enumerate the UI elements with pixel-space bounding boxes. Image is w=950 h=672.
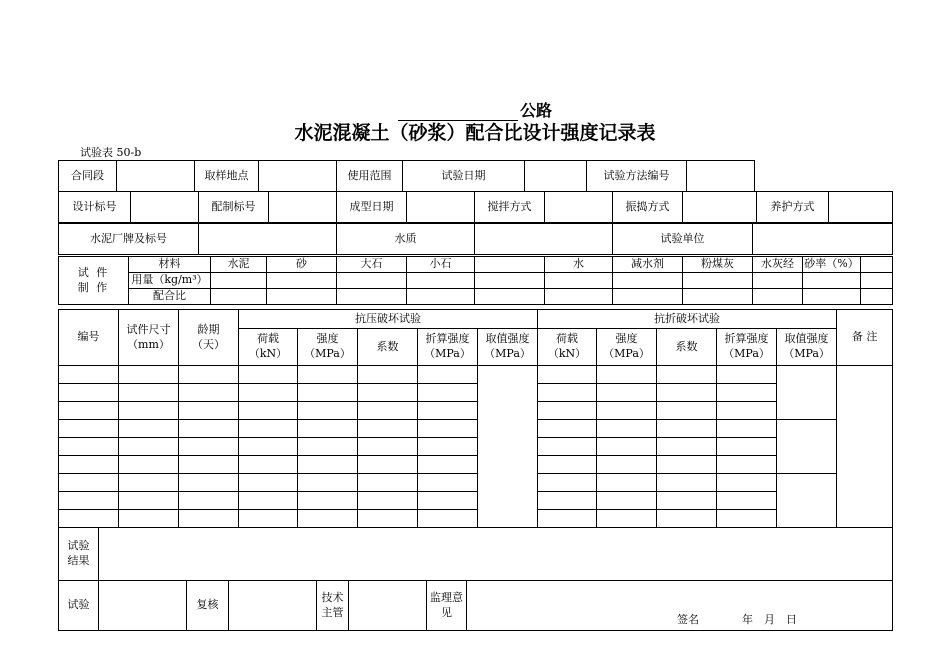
table-cell[interactable] [179, 474, 239, 492]
mix-grade-field[interactable] [269, 192, 337, 223]
table-cell[interactable] [239, 420, 298, 438]
table-cell[interactable] [119, 420, 179, 438]
table-cell[interactable] [538, 492, 597, 510]
table-cell[interactable] [657, 366, 717, 384]
flex-taken-cell[interactable] [777, 474, 837, 528]
table-cell[interactable] [418, 420, 478, 438]
table-cell[interactable] [239, 402, 298, 420]
amount-cell[interactable] [407, 273, 475, 289]
amount-cell[interactable] [753, 273, 803, 289]
table-cell[interactable] [717, 492, 777, 510]
material-large-stone: 大石 [337, 257, 407, 273]
table-cell[interactable] [597, 366, 657, 384]
material-small-stone: 小石 [407, 257, 475, 273]
table-cell[interactable] [418, 402, 478, 420]
table-cell[interactable] [597, 456, 657, 474]
amount-cell[interactable] [337, 273, 407, 289]
compress-taken-cell[interactable] [478, 366, 538, 528]
table-cell[interactable] [418, 510, 478, 528]
supervision-opinion-field[interactable] [467, 581, 893, 631]
table-cell[interactable] [298, 438, 358, 456]
table-cell[interactable] [597, 492, 657, 510]
specimen-making-label: 试 件 制 作 [59, 257, 129, 305]
amount-cell[interactable] [545, 273, 613, 289]
ratio-cell[interactable] [475, 289, 545, 305]
table-cell[interactable] [358, 366, 418, 384]
table-cell[interactable] [358, 420, 418, 438]
table-cell[interactable] [597, 384, 657, 402]
material-blank [475, 257, 545, 273]
materials-label: 材料 [129, 257, 211, 273]
table-cell[interactable] [298, 366, 358, 384]
compress-group: 抗压破坏试验 [239, 310, 538, 329]
table-cell[interactable] [239, 474, 298, 492]
compress-taken: 取值强度 （MPa） [478, 329, 538, 366]
material-reducer: 减水剂 [613, 257, 683, 273]
ratio-cell[interactable] [753, 289, 803, 305]
ratio-cell[interactable] [267, 289, 337, 305]
table-cell[interactable] [298, 420, 358, 438]
table-cell[interactable] [298, 474, 358, 492]
table-cell[interactable] [119, 366, 179, 384]
method-no-label: 试验方法编号 [587, 161, 687, 192]
amount-cell[interactable] [803, 273, 861, 289]
table-cell[interactable] [657, 402, 717, 420]
table-cell[interactable] [538, 438, 597, 456]
table-cell[interactable] [119, 492, 179, 510]
vibration-method-field[interactable] [683, 192, 757, 223]
page-title: 水泥混凝土（砂浆）配合比设计强度记录表 [294, 122, 656, 144]
header-table-2 [58, 191, 893, 223]
amount-cell[interactable] [267, 273, 337, 289]
table-cell[interactable] [358, 384, 418, 402]
ratio-cell[interactable] [337, 289, 407, 305]
table-cell[interactable] [418, 366, 478, 384]
flex-taken: 取值强度 （MPa） [777, 329, 837, 366]
table-cell[interactable] [717, 366, 777, 384]
vibration-method-label: 振捣方式 [613, 192, 683, 223]
water-quality-label: 水质 [337, 224, 475, 255]
table-cell[interactable] [597, 402, 657, 420]
ratio-cell[interactable] [683, 289, 753, 305]
table-cell[interactable] [179, 510, 239, 528]
table-cell[interactable] [239, 510, 298, 528]
ratio-cell[interactable] [211, 289, 267, 305]
table-cell[interactable] [358, 492, 418, 510]
table-cell[interactable] [358, 510, 418, 528]
table-cell[interactable] [657, 384, 717, 402]
table-cell[interactable] [59, 492, 119, 510]
table-cell[interactable] [657, 420, 717, 438]
table-cell[interactable] [538, 402, 597, 420]
table-cell[interactable] [717, 456, 777, 474]
contract-field[interactable] [117, 161, 195, 192]
table-cell[interactable] [298, 456, 358, 474]
flex-conv: 折算强度 （MPa） [717, 329, 777, 366]
material-sand-ratio: 砂率（%） [803, 257, 861, 273]
remark-cell[interactable] [837, 366, 893, 528]
table-cell[interactable] [59, 438, 119, 456]
table-cell[interactable] [179, 456, 239, 474]
table-cell[interactable] [538, 366, 597, 384]
water-quality-field[interactable] [475, 224, 613, 255]
table-cell[interactable] [717, 510, 777, 528]
table-cell[interactable] [239, 366, 298, 384]
material-extra [861, 257, 893, 273]
amount-cell[interactable] [861, 273, 893, 289]
compress-coef: 系数 [358, 329, 418, 366]
material-water: 水 [545, 257, 613, 273]
flex-strength: 强度 （MPa） [597, 329, 657, 366]
table-cell[interactable] [538, 474, 597, 492]
flex-taken-cell[interactable] [777, 420, 837, 474]
mix-grade-label: 配制标号 [199, 192, 269, 223]
amount-cell[interactable] [475, 273, 545, 289]
date-label: 年 月 日 [742, 613, 797, 627]
result-field[interactable] [99, 528, 893, 581]
flex-coef: 系数 [657, 329, 717, 366]
material-wc-ratio: 水灰经 [753, 257, 803, 273]
table-cell[interactable] [298, 402, 358, 420]
table-cell[interactable] [717, 384, 777, 402]
test-unit-field[interactable] [753, 224, 893, 255]
table-cell[interactable] [717, 438, 777, 456]
table-cell[interactable] [59, 456, 119, 474]
cement-brand-label: 水泥厂牌及标号 [59, 224, 199, 255]
table-cell[interactable] [597, 510, 657, 528]
table-cell[interactable] [179, 384, 239, 402]
table-cell[interactable] [298, 510, 358, 528]
table-cell[interactable] [119, 456, 179, 474]
contract-label: 合同段 [59, 161, 117, 192]
tester-label: 试验 [59, 581, 99, 631]
table-cell[interactable] [538, 420, 597, 438]
forming-date-field[interactable] [407, 192, 475, 223]
table-cell[interactable] [59, 402, 119, 420]
mixing-method-field[interactable] [545, 192, 613, 223]
flex-taken-cell[interactable] [777, 366, 837, 420]
signature-table [58, 580, 893, 631]
table-cell[interactable] [418, 438, 478, 456]
table-cell[interactable] [59, 420, 119, 438]
cement-brand-field[interactable] [199, 224, 337, 255]
table-cell[interactable] [597, 438, 657, 456]
table-cell[interactable] [179, 420, 239, 438]
table-cell[interactable] [179, 492, 239, 510]
table-cell[interactable] [239, 438, 298, 456]
table-cell[interactable] [657, 438, 717, 456]
supervision-opinion-label: 监理意 见 [427, 581, 467, 631]
curing-method-label: 养护方式 [757, 192, 829, 223]
table-cell[interactable] [358, 474, 418, 492]
table-cell[interactable] [59, 384, 119, 402]
material-flyash: 粉煤灰 [683, 257, 753, 273]
checker-field[interactable] [229, 581, 317, 631]
curing-method-field[interactable] [829, 192, 893, 223]
ratio-cell[interactable] [861, 289, 893, 305]
test-date-field[interactable] [525, 161, 587, 192]
table-cell[interactable] [59, 366, 119, 384]
table-cell[interactable] [298, 492, 358, 510]
ratio-cell[interactable] [545, 289, 613, 305]
amount-cell[interactable] [211, 273, 267, 289]
amount-cell[interactable] [683, 273, 753, 289]
flex-load: 荷载 （kN） [538, 329, 597, 366]
design-grade-field[interactable] [131, 192, 199, 223]
amount-cell[interactable] [613, 273, 683, 289]
compress-strength: 强度 （MPa） [298, 329, 358, 366]
test-unit-label: 试验单位 [613, 224, 753, 255]
table-cell[interactable] [358, 438, 418, 456]
table-cell[interactable] [298, 384, 358, 402]
tech-supervisor-field[interactable] [349, 581, 427, 631]
mix-table [58, 256, 893, 305]
table-cell[interactable] [358, 456, 418, 474]
material-cement: 水泥 [211, 257, 267, 273]
table-cell[interactable] [119, 474, 179, 492]
flex-group: 抗折破坏试验 [538, 310, 837, 329]
ratio-label: 配合比 [129, 289, 211, 305]
test-table [58, 309, 893, 528]
forming-date-label: 成型日期 [337, 192, 407, 223]
table-cell[interactable] [657, 474, 717, 492]
form-number: 试验表 50-b [80, 146, 142, 159]
tech-supervisor-label: 技术 主管 [317, 581, 349, 631]
col-age: 龄期 （天） [179, 310, 239, 366]
compress-load: 荷载 （kN） [239, 329, 298, 366]
col-remark: 备 注 [837, 310, 893, 366]
table-cell[interactable] [657, 492, 717, 510]
material-sand: 砂 [267, 257, 337, 273]
tester-field[interactable] [99, 581, 187, 631]
design-grade-label: 设计标号 [59, 192, 131, 223]
table-cell[interactable] [418, 456, 478, 474]
table-cell[interactable] [418, 474, 478, 492]
table-cell[interactable] [717, 402, 777, 420]
table-cell[interactable] [657, 456, 717, 474]
table-cell[interactable] [59, 510, 119, 528]
ratio-cell[interactable] [407, 289, 475, 305]
sample-site-field[interactable] [259, 161, 337, 192]
table-cell[interactable] [119, 510, 179, 528]
table-cell[interactable] [119, 438, 179, 456]
header-table [58, 160, 893, 192]
header-table-3 [58, 223, 893, 255]
amount-label: 用量（kg/m³） [129, 273, 211, 289]
col-size: 试件尺寸 （mm） [119, 310, 179, 366]
checker-label: 复核 [187, 581, 229, 631]
table-cell[interactable] [179, 402, 239, 420]
table-cell[interactable] [717, 420, 777, 438]
title-suffix: 公路 [519, 101, 552, 120]
col-no: 编号 [59, 310, 119, 366]
table-cell[interactable] [239, 492, 298, 510]
table-cell[interactable] [179, 366, 239, 384]
result-table [58, 527, 893, 581]
ratio-cell[interactable] [613, 289, 683, 305]
table-cell[interactable] [59, 474, 119, 492]
table-cell[interactable] [538, 456, 597, 474]
table-cell[interactable] [179, 438, 239, 456]
compress-conv: 折算强度 （MPa） [418, 329, 478, 366]
table-cell[interactable] [418, 384, 478, 402]
table-cell[interactable] [657, 510, 717, 528]
table-cell[interactable] [538, 384, 597, 402]
table-cell[interactable] [119, 384, 179, 402]
table-cell[interactable] [358, 402, 418, 420]
table-cell[interactable] [538, 510, 597, 528]
table-cell[interactable] [239, 384, 298, 402]
sample-site-label: 取样地点 [195, 161, 259, 192]
ratio-cell[interactable] [803, 289, 861, 305]
test-date-label: 试验日期 [403, 161, 525, 192]
sign-label: 签名 [677, 613, 699, 627]
mixing-method-label: 搅拌方式 [475, 192, 545, 223]
table-cell[interactable] [717, 474, 777, 492]
table-cell[interactable] [418, 492, 478, 510]
result-label: 试验 结果 [59, 528, 99, 581]
table-cell[interactable] [239, 456, 298, 474]
method-no-field[interactable] [687, 161, 755, 192]
usage-label: 使用范围 [337, 161, 403, 192]
table-cell[interactable] [119, 402, 179, 420]
table-cell[interactable] [597, 420, 657, 438]
table-cell[interactable] [597, 474, 657, 492]
